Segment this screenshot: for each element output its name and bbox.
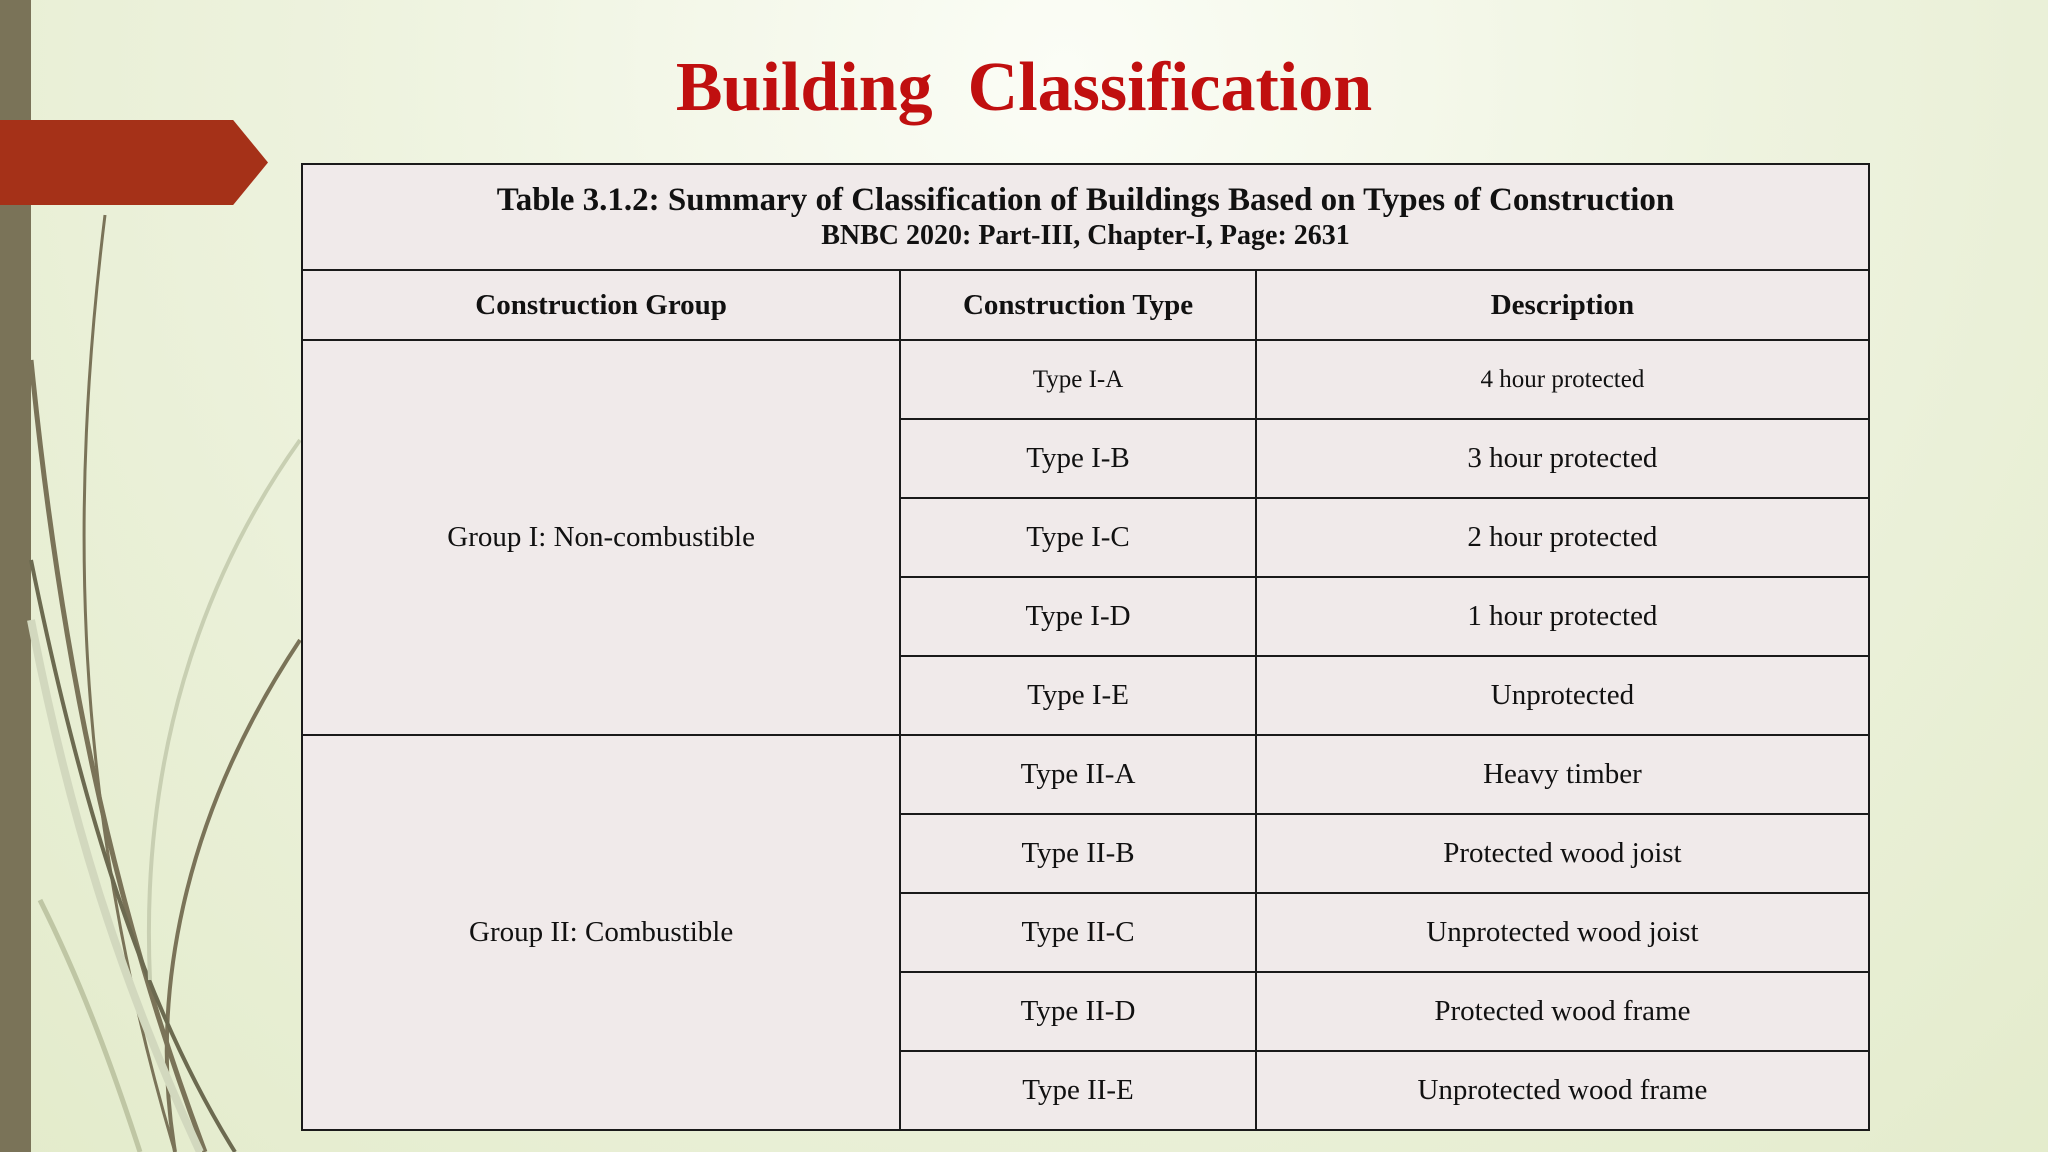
arrow-accent-tab — [0, 120, 268, 205]
type-cell: Type II-E — [900, 1051, 1256, 1130]
description-cell: Protected wood frame — [1256, 972, 1869, 1051]
table-row — [302, 340, 1869, 419]
group-cell: Group I: Non-combustible — [302, 340, 900, 735]
description-cell: 3 hour protected — [1256, 419, 1869, 498]
header-description: Description — [1256, 270, 1869, 340]
group-cell: Group II: Combustible — [302, 735, 900, 1130]
type-cell: Type II-D — [900, 972, 1256, 1051]
table-caption-cell — [302, 164, 1869, 270]
description-cell: Unprotected wood frame — [1256, 1051, 1869, 1130]
description-cell: 2 hour protected — [1256, 498, 1869, 577]
type-cell: Type I-A — [900, 340, 1256, 419]
header-construction-type: Construction Type — [900, 270, 1256, 340]
slide-title: Building Classification — [675, 49, 1373, 126]
description-cell: Unprotected wood joist — [1256, 893, 1869, 972]
header-construction-group: Construction Group — [302, 270, 900, 340]
table-row — [302, 735, 1869, 814]
type-cell: Type I-E — [900, 656, 1256, 735]
header-row — [302, 270, 1869, 340]
type-cell: Type I-D — [900, 577, 1256, 656]
table-source: BNBC 2020: Part-III, Chapter-I, Page: 2631 — [821, 220, 1350, 251]
description-cell: Unprotected — [1256, 656, 1869, 735]
type-cell: Type I-C — [900, 498, 1256, 577]
type-cell: Type II-B — [900, 814, 1256, 893]
table-caption: Table 3.1.2: Summary of Classification of Buildings Based on Types of Construction — [496, 182, 1675, 218]
type-cell: Type II-C — [900, 893, 1256, 972]
type-cell: Type II-A — [900, 735, 1256, 814]
description-cell: Heavy timber — [1256, 735, 1869, 814]
description-cell: 4 hour protected — [1256, 340, 1869, 419]
description-cell: 1 hour protected — [1256, 577, 1869, 656]
type-cell: Type I-B — [900, 419, 1256, 498]
classification-table — [301, 163, 1870, 1131]
description-cell: Protected wood joist — [1256, 814, 1869, 893]
